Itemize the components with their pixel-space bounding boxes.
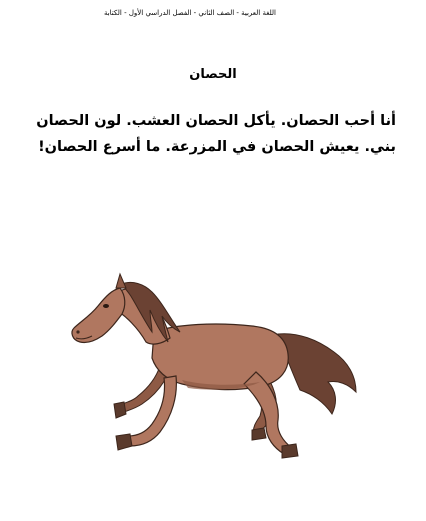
reading-paragraph: أنا أحب الحصان. يأكل الحصان العشب. لون الحصان بني. يعيش الحصان في المزرعة. ما أسرع الحصان! — [36, 113, 396, 155]
horse-icon — [66, 272, 366, 462]
page-header: اللغة العربية - الصف الثاني - الفصل الدراسي الأول - الكتابة — [103, 9, 276, 17]
horse-far-front-hoof — [114, 402, 126, 418]
horse-nostril — [76, 330, 79, 333]
horse-eye — [103, 304, 109, 308]
horse-far-hind-hoof — [252, 428, 266, 440]
horse-tail — [278, 334, 356, 414]
horse-head — [72, 288, 125, 343]
horse-ear — [116, 274, 126, 288]
page-title: الحصان — [189, 67, 237, 82]
horse-near-hind-hoof — [282, 444, 298, 458]
horse-near-front-hoof — [116, 434, 132, 450]
horse-illustration — [66, 272, 366, 462]
